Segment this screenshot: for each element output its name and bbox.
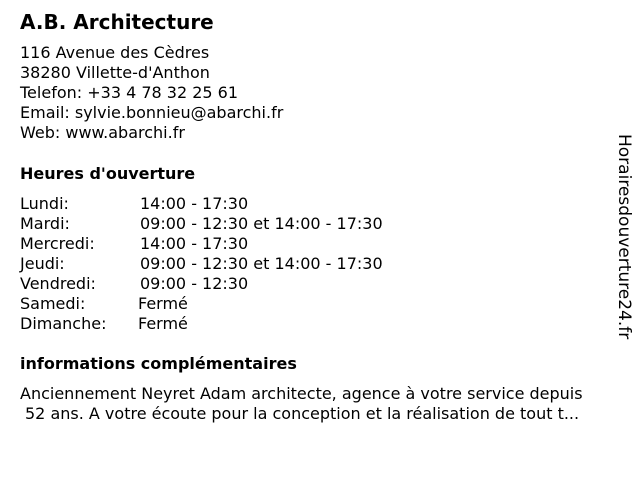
- day-label: Jeudi:: [20, 254, 65, 273]
- contact-block: [20, 43, 283, 143]
- hours-row-monday: [20, 194, 440, 214]
- day-label: Dimanche:: [20, 314, 107, 333]
- day-hours: 14:00 - 17:30: [140, 194, 249, 213]
- day-label: Mardi:: [20, 214, 70, 233]
- day-hours: Fermé: [138, 294, 188, 313]
- address-street: 116 Avenue des Cèdres: [20, 43, 210, 62]
- hours-row-thursday: [20, 254, 440, 274]
- day-hours: 09:00 - 12:30 et 14:00 - 17:30: [140, 254, 383, 273]
- additional-info-text: [20, 384, 632, 424]
- hours-row-friday: [20, 274, 440, 294]
- hours-row-tuesday: [20, 214, 440, 234]
- additional-info-heading: informations complémentaires: [20, 354, 297, 373]
- email-address: Email: sylvie.bonnieu@abarchi.fr: [20, 103, 284, 122]
- day-hours: 09:00 - 12:30: [140, 274, 249, 293]
- hours-row-sunday: [20, 314, 440, 334]
- day-label: Mercredi:: [20, 234, 95, 253]
- website: Web: www.abarchi.fr: [20, 123, 185, 142]
- opening-hours-heading: Heures d'ouverture: [20, 164, 196, 183]
- business-name: A.B. Architecture: [20, 10, 214, 34]
- day-hours: Fermé: [138, 314, 188, 333]
- hours-row-saturday: [20, 294, 440, 314]
- day-label: Lundi:: [20, 194, 69, 213]
- description-line: 52 ans. A votre écoute pour la conception et la réalisation de tout t...: [25, 404, 580, 423]
- address-city: 38280 Villette-d'Anthon: [20, 63, 210, 82]
- day-label: Vendredi:: [20, 274, 96, 293]
- hours-row-wednesday: [20, 234, 440, 254]
- opening-hours-table: [20, 194, 440, 334]
- day-hours: 14:00 - 17:30: [140, 234, 249, 253]
- site-watermark: Horairesdouverture24.fr: [614, 134, 634, 340]
- day-label: Samedi:: [20, 294, 86, 313]
- day-hours: 09:00 - 12:30 et 14:00 - 17:30: [140, 214, 383, 233]
- description-line: Anciennement Neyret Adam architecte, agence à votre service depuis: [20, 384, 583, 403]
- phone-number: Telefon: +33 4 78 32 25 61: [20, 83, 239, 102]
